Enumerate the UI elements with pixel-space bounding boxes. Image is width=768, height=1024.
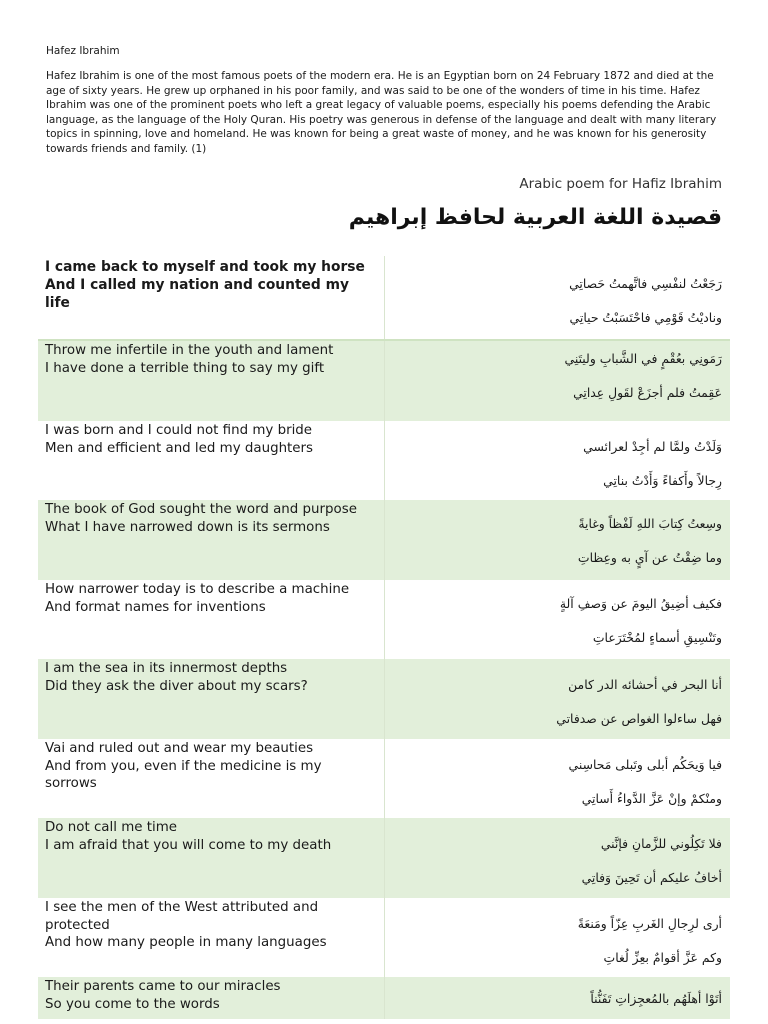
english-line: I was born and I could not find my bride	[45, 423, 313, 438]
arabic-verse	[384, 739, 730, 818]
english-verse	[38, 421, 384, 500]
english-verse	[38, 580, 384, 659]
verse-row	[38, 739, 730, 818]
verse-row	[38, 256, 730, 340]
arabic-line: وما ضِقْتُ عن آيٍ به وعِظاتِ	[577, 550, 722, 565]
english-line: I have done a terrible thing to say my gift	[45, 360, 325, 376]
page-title: Hafez Ibrahim	[46, 45, 120, 57]
english-line: Throw me infertile in the youth and lament	[45, 343, 334, 358]
poem-table	[38, 256, 730, 1019]
english-verse	[38, 256, 384, 340]
english-line: Do not call me time	[45, 820, 178, 835]
arabic-line: وناديْتُ قَوْمِي فاحْتَسَبْتُ حياتِي	[569, 310, 722, 325]
english-verse	[38, 818, 384, 898]
english-verse	[38, 898, 384, 977]
verse-row	[38, 659, 730, 739]
verse-row	[38, 818, 730, 898]
arabic-poem-title: قصيدة اللغة العربية لحافظ إبراهيم	[348, 205, 722, 230]
english-line: I am afraid that you will come to my death	[45, 837, 332, 853]
arabic-line: أتَوْا أهلَهُم بالمُعجِزاتِ تَفَنُّناً	[590, 991, 722, 1006]
arabic-line: فكيف أضِيقُ اليومَ عن وَصفِ آلةٍ	[559, 596, 722, 611]
arabic-line: فلا تَكِلُوني للزَّمانِ فإنَّني	[600, 836, 722, 851]
english-line: And from you, even if the medicine is my sorrows	[45, 758, 322, 792]
arabic-line: فيا وَيحَكُم أبلى وتَبلى مَحاسِني	[568, 757, 722, 772]
verse-row	[38, 421, 730, 500]
arabic-line: وكم عَزَّ أقوامٌ بعِزِّ لُغاتِ	[603, 950, 722, 965]
arabic-line: عَقِمتُ فلم أجزَعْ لقَولِ عِداتِي	[573, 385, 722, 400]
arabic-verse	[384, 580, 730, 659]
arabic-line: فهل ساءلوا الغواص عن صدفاتي	[556, 711, 722, 726]
arabic-line: رِجالاً وأَكفاءً وَأَدْتُ بناتِي	[603, 473, 722, 488]
arabic-verse	[384, 977, 730, 1019]
arabic-line: رَمَونِي بعُقْمٍ في الشَّبابِ وليتَنِي	[564, 351, 722, 366]
english-line: The book of God sought the word and purpose	[45, 502, 357, 517]
english-line: Did they ask the diver about my scars?	[45, 678, 308, 694]
english-line: Men and efficient and led my daughters	[45, 440, 314, 456]
verse-row	[38, 500, 730, 580]
verse-row	[38, 580, 730, 659]
arabic-verse	[384, 898, 730, 977]
arabic-line: أخافُ عليكم أن تَحِينَ وَفاتِي	[581, 870, 722, 885]
arabic-line: أنا البحر في أحشائه الدر كامن	[568, 677, 722, 692]
english-verse	[38, 977, 384, 1019]
english-line: How narrower today is to describe a machine	[45, 582, 350, 597]
english-line: What I have narrowed down is its sermons	[45, 519, 330, 535]
english-line: I came back to myself and took my horse	[45, 259, 365, 275]
arabic-verse	[384, 421, 730, 500]
arabic-verse	[384, 818, 730, 898]
english-verse	[38, 500, 384, 580]
arabic-line: وسِعتُ كِتابَ اللهِ لَفْظاً وغايةً	[578, 516, 722, 531]
verse-row	[38, 898, 730, 977]
arabic-line: أرى لرِجالِ الغَربِ عِزّاً ومَنعَةً	[577, 916, 722, 931]
english-line: So you come to the words	[45, 996, 220, 1012]
arabic-verse	[384, 659, 730, 739]
english-line: Their parents came to our miracles	[45, 979, 281, 994]
english-verse	[38, 659, 384, 739]
arabic-verse	[384, 500, 730, 580]
arabic-line: وَلَدْتُ ولمَّا لم أجِدْ لعرائسي	[583, 439, 722, 454]
arabic-line: رَجَعْتُ لنفْسِي فاتَّهمتُ حَصاتِي	[569, 276, 722, 291]
arabic-verse	[384, 340, 730, 421]
english-line: I am the sea in its innermost depths	[45, 661, 288, 676]
english-line: I see the men of the West attributed and protected	[45, 900, 319, 933]
poem-subtitle: Arabic poem for Hafiz Ibrahim	[519, 176, 722, 192]
verse-row	[38, 340, 730, 421]
english-line: And how many people in many languages	[45, 935, 327, 951]
arabic-line: وتَنْسِيقِ أسماءٍ لمُخْتَرَعاتِ	[592, 630, 722, 645]
english-verse	[38, 340, 384, 421]
intro-paragraph: Hafez Ibrahim is one of the most famous poets of the modern era. He is an Egyptian born on 24 February 1872 and died at the age of sixty years. He grew up orphaned in his poor family, and was said to be one of the wonders of time in his time. Hafez Ibrahim was one of the prominent poets who left a great legacy of valuable poems, especially his poems defending the Arabic language, as the language of the Holy Quran. His poetry was generous in defense of the language and dealt with many literary topics in spinning, love and homeland. He was known for being a great waste of money, and he was known for his generosity towards friends and family. (1)	[46, 70, 717, 155]
english-line: And format names for inventions	[45, 599, 266, 615]
english-line: And I called my nation and counted my life	[45, 276, 349, 311]
verse-row	[38, 977, 730, 1019]
arabic-line: ومنْكمْ وإنْ عَزَّ الدَّواءُ أَساتِي	[581, 791, 722, 806]
arabic-verse	[384, 256, 730, 340]
english-line: Vai and ruled out and wear my beauties	[45, 741, 314, 756]
english-verse	[38, 739, 384, 818]
